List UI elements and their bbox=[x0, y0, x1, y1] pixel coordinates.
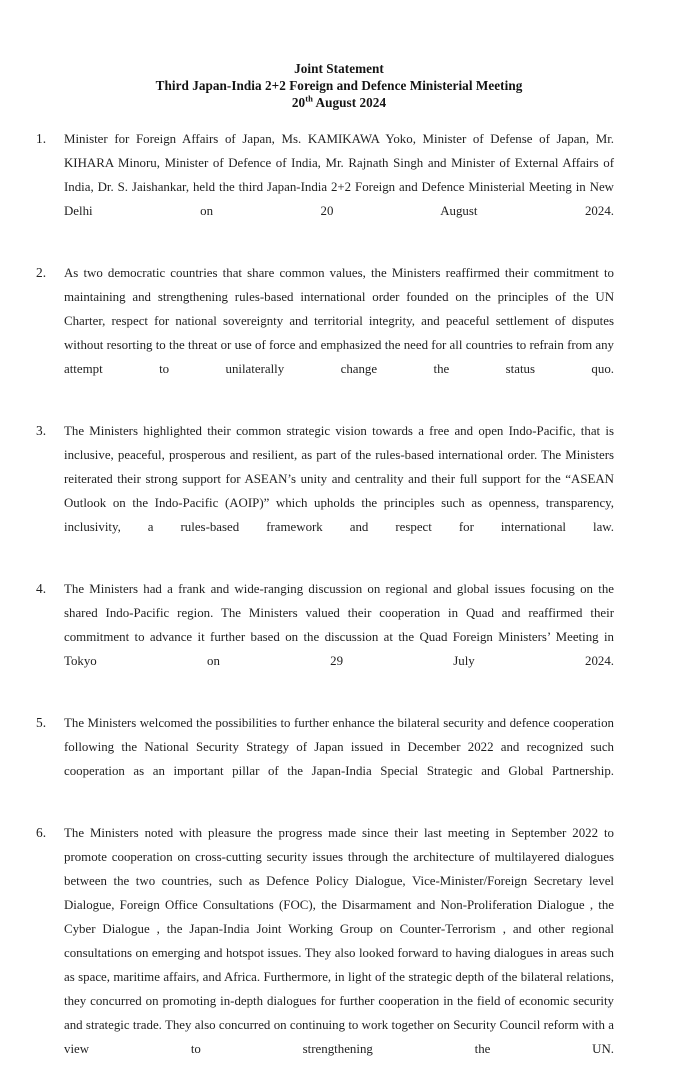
paragraph-number: 3. bbox=[36, 423, 47, 438]
date-ordinal-suffix: th bbox=[305, 93, 313, 104]
paragraph-item bbox=[36, 419, 614, 563]
paragraph-text: The Ministers welcomed the possibilities to further enhance the bilateral security and defence cooperation following the National Security Strategy of Japan issued in December 2022 and recognized such cooperation as an important pillar of the Japan-India Special Strategic and Global Partnership. bbox=[64, 716, 614, 778]
title-line-subtitle: Third Japan-India 2+2 Foreign and Defence Ministerial Meeting bbox=[155, 78, 523, 93]
paragraph-text: The Ministers noted with pleasure the progress made since their last meeting in September 2022 to promote cooperation on cross-cutting security issues through the architecture of multilayered dialogues between the two countries, such as Defence Policy Dialogue, Vice-Minister/Foreign Secretary level Dialogue, Foreign Office Consultations (FOC), the Disarmament and Non-Proliferation Dialogue , the Cyber Dialogue , the Japan-India Joint Working Group on Counter-Terrorism , and other regional consultations on emerging and hotspot issues. They also looked forward to having dialogues in areas such as space, maritime affairs, and Africa. Furthermore, in light of the strategic depth of the bilateral relations, they concurred on promoting in-depth dialogues for further cooperation in the field of economic security and strategic trade. They also concurred on continuing to work together on Security Council reform with a view to strengthening the UN. bbox=[64, 826, 614, 1056]
paragraph-item bbox=[36, 711, 614, 807]
paragraph-text: As two democratic countries that share common values, the Ministers reaffirmed their commitment to maintaining and strengthening rules-based international order founded on the principles of the UN Charter, respect for national sovereignty and territorial integrity, and peaceful settlement of disputes without resorting to the threat or use of force and emphasized the need for all countries to refrain from any attempt to unilaterally change the status quo. bbox=[64, 266, 614, 376]
date-rest: August 2024 bbox=[312, 95, 387, 110]
document-title-block bbox=[60, 60, 618, 111]
date-day: 20 bbox=[291, 95, 306, 110]
title-line-date bbox=[60, 94, 618, 111]
paragraph-text: The Ministers highlighted their common strategic vision towards a free and open Indo-Pacific, that is inclusive, peaceful, prosperous and resilient, as part of the rules-based international order. The Ministers reiterated their strong support for ASEAN’s unity and centrality and their full support for the “ASEAN Outlook on the Indo-Pacific (AOIP)” which upholds the principles such as openness, transparency, inclusivity, a rules-based framework and respect for international law. bbox=[64, 424, 614, 534]
paragraph-text: The Ministers had a frank and wide-ranging discussion on regional and global issues focusing on the shared Indo-Pacific region. The Ministers valued their cooperation in Quad and reaffirmed their commitment to advance it further based on the discussion at the Quad Foreign Ministers’ Meeting in Tokyo on 29 July 2024. bbox=[64, 582, 614, 668]
paragraph-number: 5. bbox=[36, 715, 47, 730]
paragraph-item bbox=[36, 821, 614, 1085]
paragraph-item bbox=[36, 577, 614, 697]
paragraph-item bbox=[36, 261, 614, 405]
paragraph-number: 6. bbox=[36, 825, 47, 840]
paragraph-text: Minister for Foreign Affairs of Japan, Ms. KAMIKAWA Yoko, Minister of Defense of Japan, Mr. KIHARA Minoru, Minister of Defence of India, Mr. Rajnath Singh and Minister of External Affairs of India, Dr. S. Jaishankar, held the third Japan-India 2+2 Foreign and Defence Ministerial Meeting in New Delhi on 20 August 2024. bbox=[64, 132, 614, 218]
numbered-paragraph-list bbox=[0, 127, 678, 1085]
title-line-main: Joint Statement bbox=[294, 61, 384, 76]
paragraph-number: 1. bbox=[36, 131, 47, 146]
paragraph-number: 4. bbox=[36, 581, 47, 596]
paragraph-item bbox=[36, 127, 614, 247]
paragraph-number: 2. bbox=[36, 265, 47, 280]
